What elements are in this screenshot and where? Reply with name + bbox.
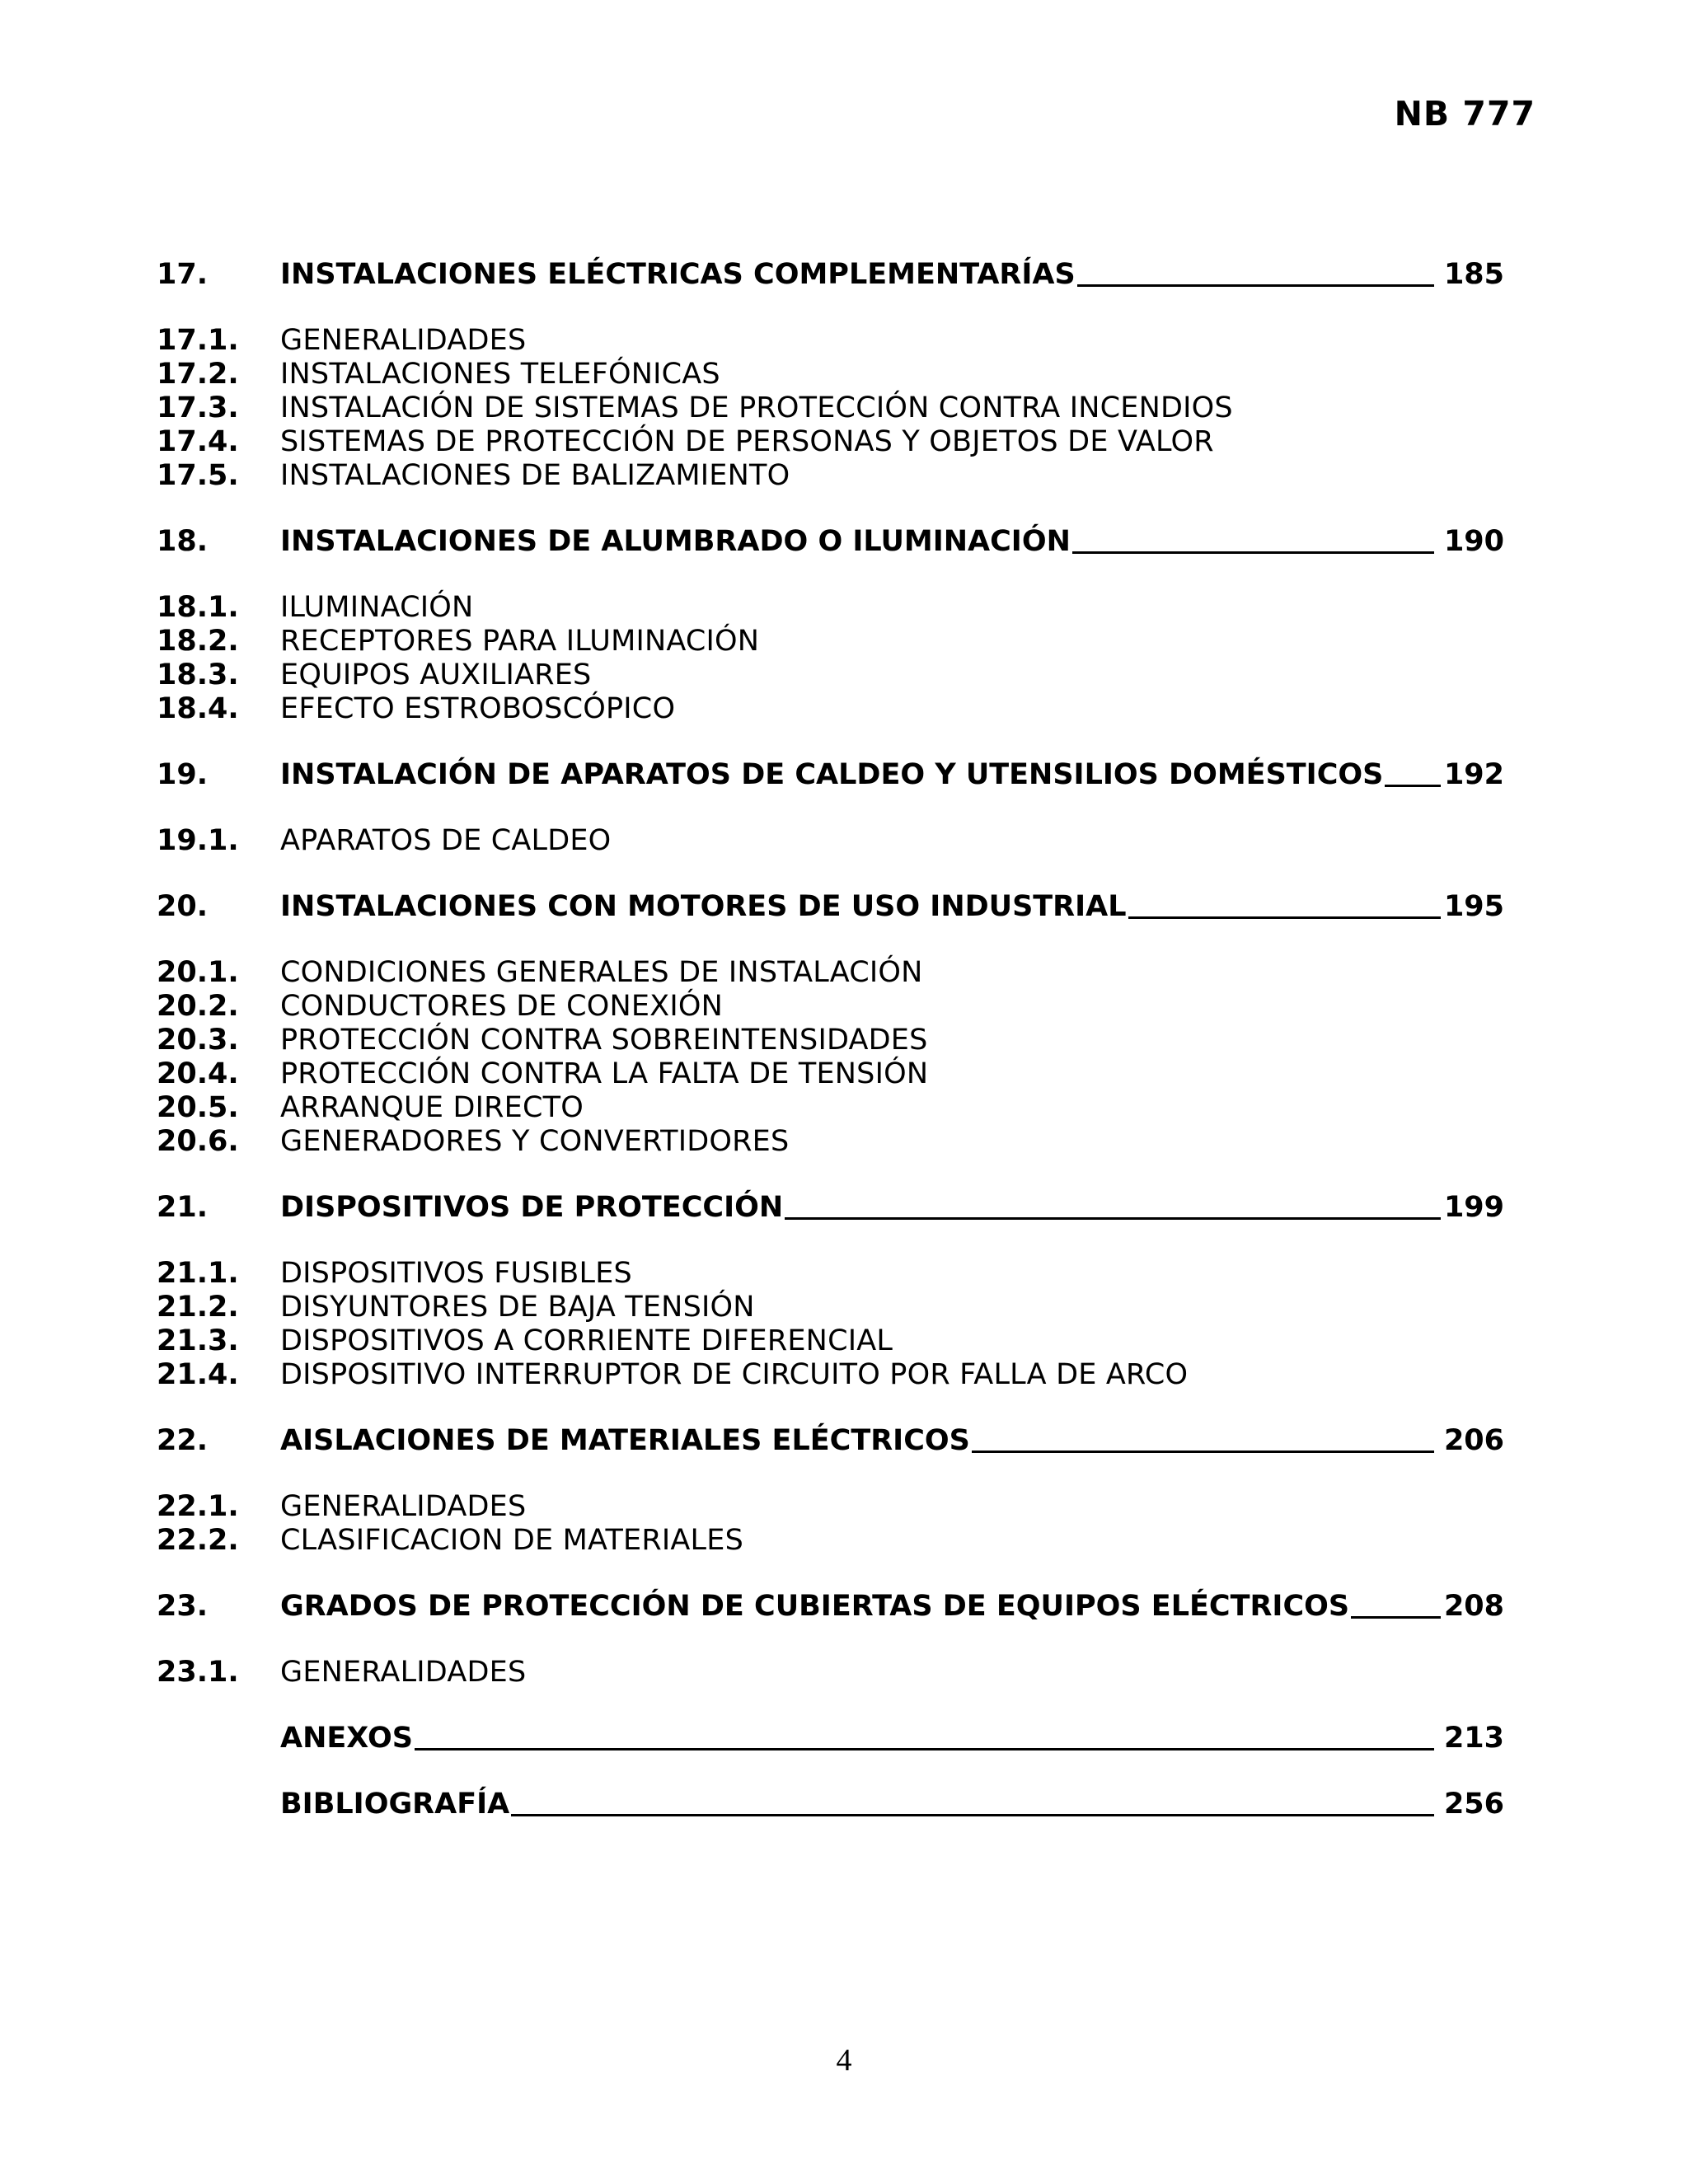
subsection-title: EFECTO ESTROBOSCÓPICO [280,692,676,725]
leader-line [972,1424,1434,1453]
section-number: 18. [157,525,209,558]
subsection-list [157,824,1504,858]
toc-subsection-row[interactable] [157,324,1504,358]
subsection-title: DISYUNTORES DE BAJA TENSIÓN [280,1291,755,1324]
subsection-number: 17.5. [157,459,239,492]
leader-line [415,1722,1434,1750]
subsection-title: PROTECCIÓN CONTRA LA FALTA DE TENSIÓN [280,1057,929,1090]
toc-subsection-row[interactable] [157,1091,1504,1125]
subsection-number: 20.2. [157,990,239,1023]
toc-subsection-row[interactable] [157,956,1504,990]
toc-heading-row[interactable] [157,1191,1504,1225]
toc-section [157,1722,1504,1755]
toc-subsection-row[interactable] [157,1024,1504,1057]
subsection-title: GENERADORES Y CONVERTIDORES [280,1125,790,1158]
toc-heading-row[interactable] [157,1788,1504,1821]
toc-subsection-row[interactable] [157,391,1504,425]
toc-heading-row[interactable] [157,758,1504,792]
toc-subsection-row[interactable] [157,1324,1504,1358]
section-title: BIBLIOGRAFÍA [280,1788,510,1821]
section-page: 213 [1443,1722,1504,1755]
subsection-list [157,1490,1504,1558]
section-number: 22. [157,1424,209,1457]
toc-heading-row[interactable] [157,1590,1504,1624]
toc-subsection-row[interactable] [157,990,1504,1024]
subsection-number: 20.6. [157,1125,239,1158]
toc-section [157,1191,1504,1392]
toc-section [157,890,1504,1159]
subsection-number: 23.1. [157,1656,239,1689]
subsection-number: 20.4. [157,1057,239,1090]
toc-section [157,1788,1504,1821]
subsection-title: ILUMINACIÓN [280,591,474,624]
subsection-title: DISPOSITIVOS FUSIBLES [280,1257,632,1290]
toc-subsection-row[interactable] [157,658,1504,692]
section-page: 190 [1443,525,1504,558]
section-title: INSTALACIONES ELÉCTRICAS COMPLEMENTARÍAS [280,258,1076,291]
subsection-title: SISTEMAS DE PROTECCIÓN DE PERSONAS Y OBJETOS DE VALOR [280,425,1214,458]
section-title: AISLACIONES DE MATERIALES ELÉCTRICOS [280,1424,970,1457]
subsection-number: 18.2. [157,625,239,658]
toc-subsection-row[interactable] [157,1656,1504,1690]
subsection-number: 21.1. [157,1257,239,1290]
subsection-title: DISPOSITIVOS A CORRIENTE DIFERENCIAL [280,1324,893,1357]
page-number: 4 [836,2043,852,2078]
subsection-title: GENERALIDADES [280,1656,527,1689]
toc-section [157,758,1504,858]
subsection-number: 17.1. [157,324,239,357]
section-title: DISPOSITIVOS DE PROTECCIÓN [280,1191,784,1224]
document-code: NB 777 [1394,94,1536,134]
toc-subsection-row[interactable] [157,1524,1504,1558]
subsection-number: 17.2. [157,358,239,391]
toc-subsection-row[interactable] [157,591,1504,625]
section-page: 199 [1443,1191,1504,1224]
section-page: 208 [1443,1590,1504,1623]
section-title: INSTALACIONES DE ALUMBRADO O ILUMINACIÓN [280,525,1071,558]
section-number: 23. [157,1590,209,1623]
toc-heading-row[interactable] [157,1722,1504,1755]
subsection-number: 20.1. [157,956,239,989]
subsection-number: 17.4. [157,425,239,458]
section-page: 206 [1443,1424,1504,1457]
subsection-number: 18.3. [157,658,239,691]
subsection-number: 20.5. [157,1091,239,1124]
leader-line [1351,1590,1441,1619]
toc-subsection-row[interactable] [157,358,1504,391]
subsection-title: INSTALACIONES TELEFÓNICAS [280,358,720,391]
subsection-title: PROTECCIÓN CONTRA SOBREINTENSIDADES [280,1024,928,1057]
leader-line [511,1788,1434,1816]
table-of-contents [157,258,1504,1821]
leader-line [1077,258,1434,287]
section-number: 19. [157,758,209,791]
toc-heading-row[interactable] [157,258,1504,292]
toc-subsection-row[interactable] [157,625,1504,658]
toc-subsection-row[interactable] [157,824,1504,858]
subsection-number: 22.2. [157,1524,239,1557]
toc-subsection-row[interactable] [157,425,1504,459]
subsection-number: 22.1. [157,1490,239,1523]
toc-heading-row[interactable] [157,525,1504,559]
toc-subsection-row[interactable] [157,1358,1504,1392]
section-title: ANEXOS [280,1722,413,1755]
subsection-list [157,591,1504,726]
leader-line [785,1191,1441,1220]
subsection-number: 18.4. [157,692,239,725]
toc-heading-row[interactable] [157,890,1504,924]
toc-subsection-row[interactable] [157,1057,1504,1091]
subsection-title: DISPOSITIVO INTERRUPTOR DE CIRCUITO POR FALLA DE ARCO [280,1358,1189,1391]
section-page: 192 [1443,758,1504,791]
subsection-number: 21.4. [157,1358,239,1391]
toc-subsection-row[interactable] [157,1490,1504,1524]
leader-line [1385,758,1441,787]
section-page: 185 [1443,258,1504,291]
section-number: 20. [157,890,209,923]
section-page: 195 [1443,890,1504,923]
toc-subsection-row[interactable] [157,1291,1504,1324]
section-number: 21. [157,1191,209,1224]
section-title: INSTALACIÓN DE APARATOS DE CALDEO Y UTENSILIOS DOMÉSTICOS [280,758,1384,791]
subsection-title: GENERALIDADES [280,324,527,357]
subsection-title: APARATOS DE CALDEO [280,824,612,857]
toc-section [157,1590,1504,1690]
toc-subsection-row[interactable] [157,1125,1504,1159]
toc-subsection-row[interactable] [157,1257,1504,1291]
subsection-number: 19.1. [157,824,239,857]
subsection-number: 17.3. [157,391,239,424]
section-title: INSTALACIONES CON MOTORES DE USO INDUSTRIAL [280,890,1127,923]
subsection-title: GENERALIDADES [280,1490,527,1523]
leader-line [1072,525,1434,554]
subsection-title: RECEPTORES PARA ILUMINACIÓN [280,625,760,658]
subsection-number: 21.2. [157,1291,239,1324]
toc-section [157,258,1504,493]
subsection-title: ARRANQUE DIRECTO [280,1091,584,1124]
toc-subsection-row[interactable] [157,459,1504,493]
subsection-title: INSTALACIÓN DE SISTEMAS DE PROTECCIÓN CONTRA INCENDIOS [280,391,1233,424]
subsection-list [157,324,1504,493]
subsection-title: CONDUCTORES DE CONEXIÓN [280,990,723,1023]
subsection-list [157,956,1504,1159]
section-title: GRADOS DE PROTECCIÓN DE CUBIERTAS DE EQUIPOS ELÉCTRICOS [280,1590,1350,1623]
toc-subsection-row[interactable] [157,692,1504,726]
leader-line [1128,890,1441,919]
toc-section [157,525,1504,726]
subsection-list [157,1257,1504,1392]
subsection-title: EQUIPOS AUXILIARES [280,658,592,691]
section-number: 17. [157,258,209,291]
subsection-list [157,1656,1504,1690]
subsection-number: 20.3. [157,1024,239,1057]
subsection-number: 18.1. [157,591,239,624]
toc-section [157,1424,1504,1558]
subsection-title: CONDICIONES GENERALES DE INSTALACIÓN [280,956,923,989]
section-page: 256 [1443,1788,1504,1821]
subsection-number: 21.3. [157,1324,239,1357]
toc-heading-row[interactable] [157,1424,1504,1458]
subsection-title: CLASIFICACION DE MATERIALES [280,1524,743,1557]
subsection-title: INSTALACIONES DE BALIZAMIENTO [280,459,790,492]
